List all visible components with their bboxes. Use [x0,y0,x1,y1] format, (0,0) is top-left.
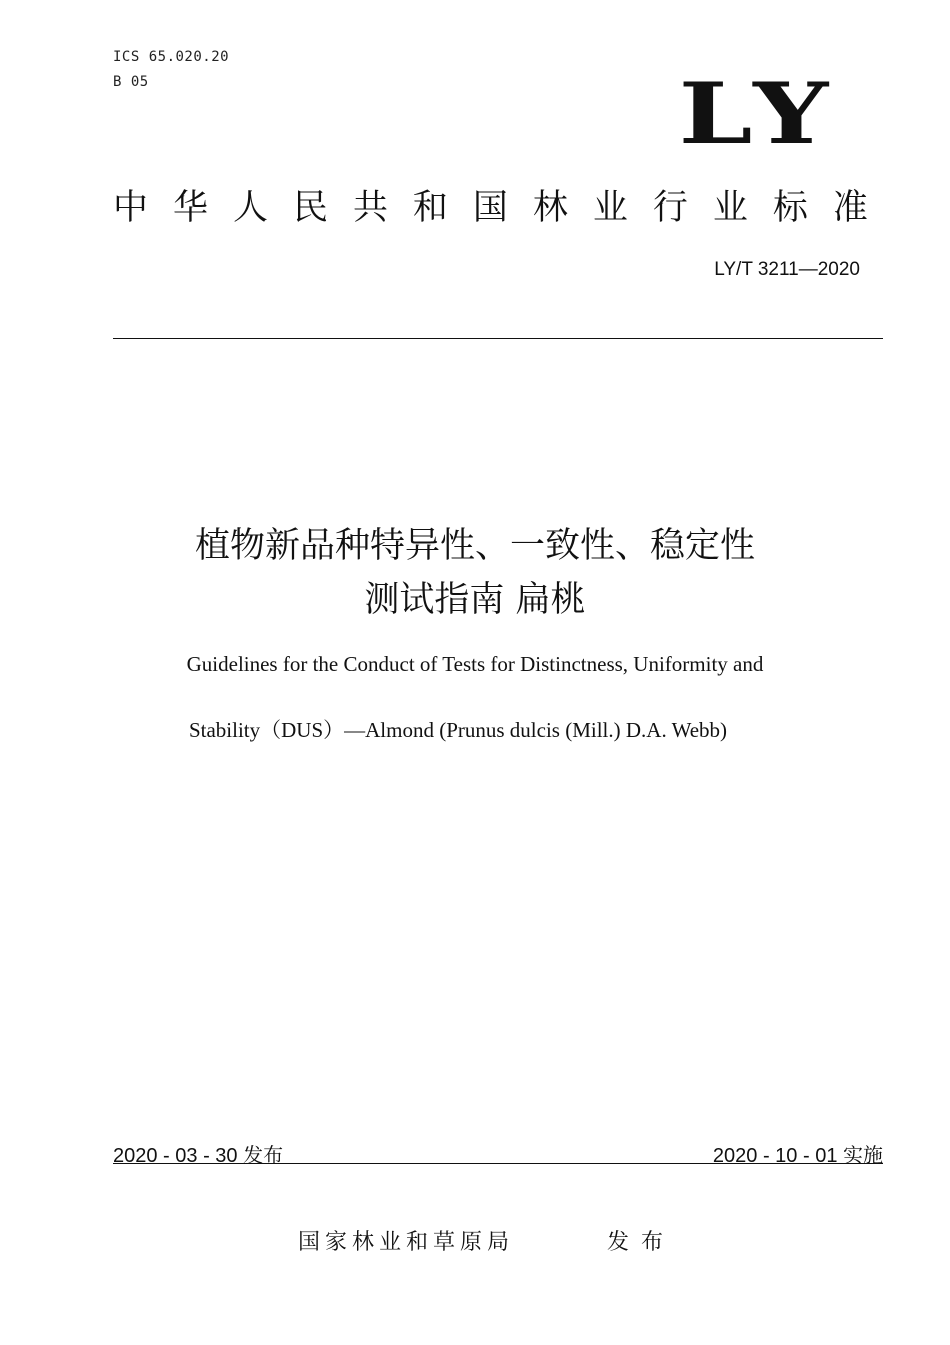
title-char: 林 [532,188,568,228]
publish-date: 2020 - 03 - 30 发布 [113,1145,284,1167]
chinese-title-line-1: 植物新品种特异性、一致性、稳定性 [194,526,755,566]
title-char: 人 [232,188,268,228]
title-char: 中 [113,188,149,228]
title-char: 华 [172,188,208,228]
ccs-code: B 05 [113,74,149,90]
standard-number: LY/T 3211—2020 [714,259,860,280]
issuing-authority: 国家林业和草原局 [298,1230,515,1255]
english-title-line-2: Stability（DUS）—Almond (Prunus dulcis (Mill.) D.A. Webb) [188,718,728,742]
title-char: 共 [352,188,388,228]
ics-code: ICS 65.020.20 [113,49,230,65]
title-char: 民 [292,188,328,228]
title-char: 行 [652,188,688,228]
title-char: 和 [412,188,448,228]
issue-label: 发布 [607,1230,676,1255]
chinese-title-line-2: 测试指南 扁桃 [364,580,586,620]
title-char: 国 [472,188,508,228]
implementation-date: 2020 - 10 - 01 实施 [712,1145,883,1167]
standard-logo: LY [678,64,836,163]
title-char: 业 [712,188,748,228]
title-char: 标 [772,188,808,228]
standard-category-title [113,186,868,230]
top-divider [113,338,883,339]
title-char: 准 [832,188,868,228]
english-title-line-1: Guidelines for the Conduct of Tests for Distinctness, Uniformity and [186,652,764,676]
bottom-divider [113,1163,883,1164]
title-char: 业 [592,188,628,228]
